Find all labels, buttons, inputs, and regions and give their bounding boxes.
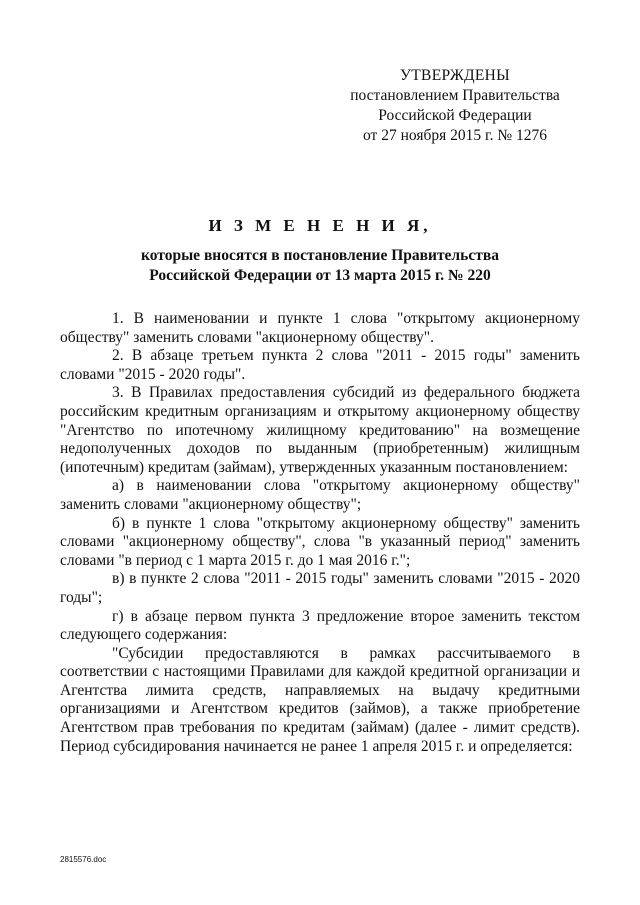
document-subtitle-line-1: которые вносятся в постановление Правительства	[141, 247, 499, 264]
paragraph-3a: а) в наименовании слова "открытому акционерному обществу" заменить словами "акционерному обществу";	[60, 477, 580, 513]
paragraph-3d: г) в абзаце первом пункта 3 предложение второе заменить текстом следующего содержания:	[60, 607, 580, 644]
document-heading	[60, 216, 580, 286]
paragraph-3c: в) в пункте 2 слова "2011 - 2015 годы" заменить словами "2015 - 2020 годы";	[60, 570, 580, 606]
paragraph-3b: б) в пункте 1 слова "открытому акционерному обществу" заменить словами "акционерному обществу", слова "в указанный период" заменить словами "в период с 1 марта 2015 г. до 1 мая 2016 г.";	[60, 514, 580, 569]
document-subtitle-line-2: Российской Федерации от 13 марта 2015 г. № 220	[149, 267, 491, 284]
document-title: И З М Е Н Е Н И Я,	[208, 216, 432, 235]
paragraph-1: 1. В наименовании и пункте 1 слова "открытому акционерному обществу" заменить словами "акционерному обществу".	[60, 310, 580, 346]
paragraph-2: 2. В абзаце третьем пункта 2 слова "2011 - 2015 годы" заменить словами "2015 - 2020 годы".	[60, 347, 580, 383]
document-file-id: 2815576.doc	[60, 855, 107, 864]
document-body	[60, 310, 580, 756]
paragraph-3: 3. В Правилах предоставления субсидий из федерального бюджета российским кредитным организациям и открытому акционерному обществу "Агентство по ипотечному жилищному кредитованию" на возмещение недополученных доходов по выданным (приобретенным) жилищным (ипотечным) кредитам (займам), утвержденных указанным постановлением:	[60, 384, 580, 476]
approval-line-1: постановлением Правительства	[350, 87, 560, 104]
approval-line-3: от 27 ноября 2015 г. № 1276	[363, 127, 547, 144]
approval-line-2: Российской Федерации	[378, 107, 532, 124]
approval-block	[330, 66, 580, 146]
approval-title: УТВЕРЖДЕНЫ	[400, 67, 510, 84]
paragraph-quote: "Субсидии предоставляются в рамках рассчитываемого в соответствии с настоящими Правилами для каждой кредитной организации и Агентства лимита средств, направляемых на выдачу кредитными организациями и Агентством кредитов (займов), а также приобретение Агентством прав требования по кредитам (займам) (далее - лимит средств). Период субсидирования начинается не ранее 1 апреля 2015 г. и определяется:	[60, 644, 580, 755]
